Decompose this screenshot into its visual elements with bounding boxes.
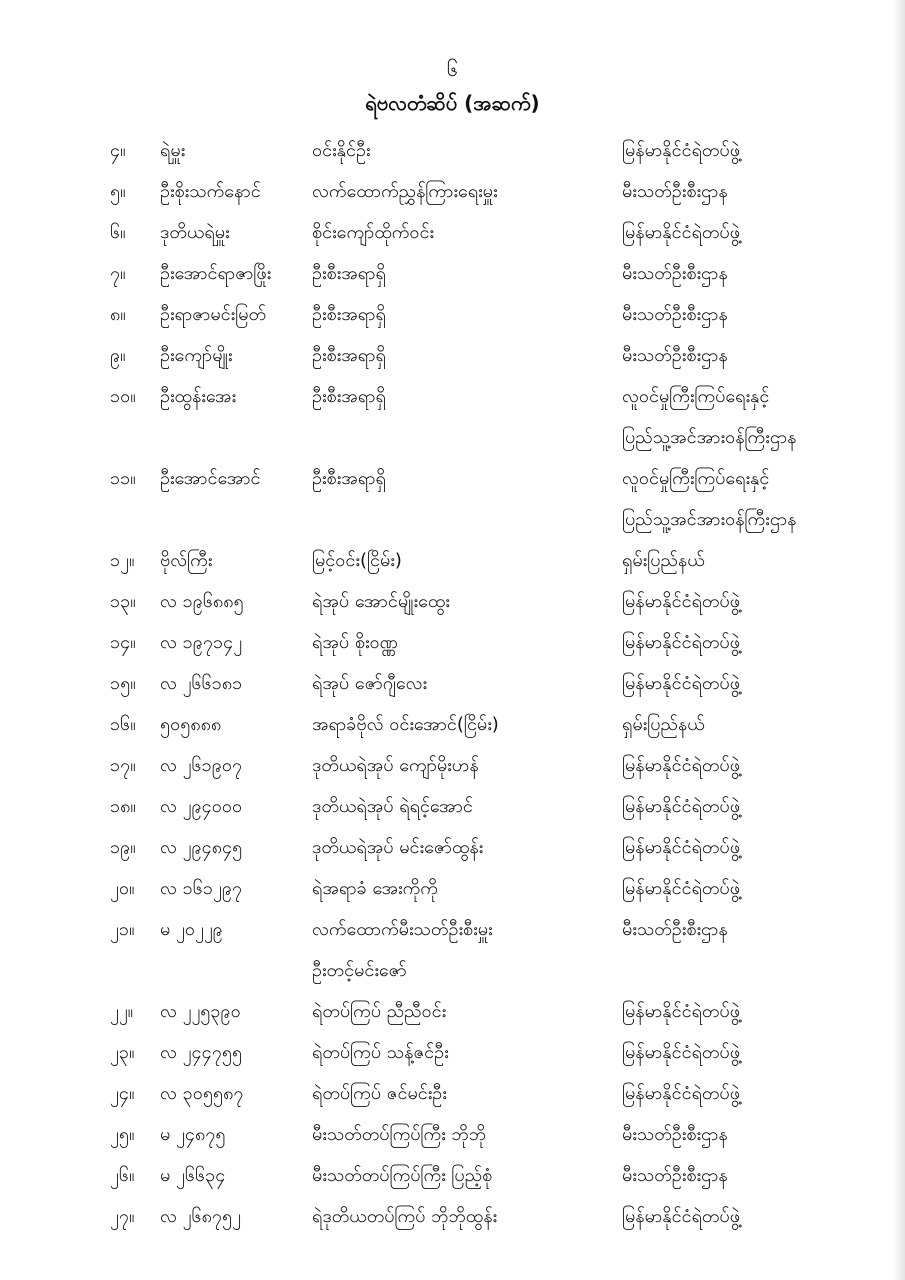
list-row (0, 745, 905, 786)
row-department: မြန်မာနိုင်ငံရဲတပ်ဖွဲ့ (622, 632, 740, 653)
row-department: မြန်မာနိုင်ငံရဲတပ်ဖွဲ့ (622, 1083, 740, 1104)
page-number: ၆ (446, 57, 459, 81)
row-name: လ ၂၆၈၇၅၂ (160, 1206, 241, 1227)
row-position: အရာခံဗိုလ် ဝင်းအောင်(ငြိမ်း) (312, 714, 499, 735)
row-name: လ ၂၉၄၈၄၅ (160, 837, 243, 858)
row-number: ၉။ (110, 345, 126, 366)
row-position: ဝင်းနိုင်ဦး (312, 140, 371, 161)
row-position: မီးသတ်တပ်ကြပ်ကြီး ပြည့်စုံ (312, 1165, 493, 1186)
row-department: ရှမ်းပြည်နယ် (622, 714, 705, 735)
row-department: မြန်မာနိုင်ငံရဲတပ်ဖွဲ့ (622, 1206, 740, 1227)
row-department: မြန်မာနိုင်ငံရဲတပ်ဖွဲ့ (622, 796, 740, 817)
list-row (0, 663, 905, 704)
row-department: မြန်မာနိုင်ငံရဲတပ်ဖွဲ့ (622, 878, 740, 899)
row-name: ဦးထွန်းအေး (160, 386, 237, 407)
row-number: ၁၂။ (110, 550, 135, 571)
row-number: ၁၃။ (110, 591, 136, 612)
row-position: ရဲတပ်ကြပ် ညီညီဝင်း (312, 1001, 447, 1022)
row-name: မ ၂၀၂၂၉ (160, 919, 223, 940)
row-department: လူဝင်မှုကြီးကြပ်ရေးနှင့် (622, 386, 770, 407)
list-row (0, 868, 905, 909)
row-number: ၂၅။ (110, 1124, 135, 1145)
row-number: ၈။ (110, 304, 126, 325)
row-number: ၁၅။ (110, 673, 136, 694)
row-department: လူဝင်မှုကြီးကြပ်ရေးနှင့် (622, 468, 770, 489)
row-department: မီးသတ်ဦးစီးဌာန (622, 1124, 728, 1145)
award-list (0, 130, 905, 1237)
row-name: လ ၂၉၄၀၀၀ (160, 796, 243, 817)
row-department: မီးသတ်ဦးစီးဌာန (622, 1165, 728, 1186)
list-row (0, 335, 905, 376)
row-number: ၆။ (110, 222, 126, 243)
row-position: မီးသတ်တပ်ကြပ်ကြီး ဘိုဘို (312, 1124, 487, 1145)
list-row (0, 130, 905, 171)
row-name: မ ၂၄၈၇၅ (160, 1124, 226, 1145)
list-row (0, 294, 905, 335)
row-number: ၁၉။ (110, 837, 136, 858)
list-row (0, 540, 905, 581)
row-department: မြန်မာနိုင်ငံရဲတပ်ဖွဲ့ (622, 837, 740, 858)
list-row (0, 212, 905, 253)
list-row (0, 1114, 905, 1155)
row-department: မီးသတ်ဦးစီးဌာန (622, 304, 728, 325)
row-name: ဦးရာဇာမင်းမြတ် (160, 304, 267, 325)
row-position: ဦးစီးအရာရှိ (312, 345, 386, 366)
row-department: မြန်မာနိုင်ငံရဲတပ်ဖွဲ့ (622, 1042, 740, 1063)
row-position-line2: ဦးတင့်မင်းဇော် (312, 960, 407, 981)
row-name: ရဲမှူး (160, 140, 186, 161)
row-position: မြင့်ဝင်း(ငြိမ်း) (312, 550, 402, 571)
list-row (0, 1032, 905, 1073)
row-position: ရဲတပ်ကြပ် သန့်ဇင်ဦး (312, 1042, 449, 1063)
row-name: ဦးအောင်အောင် (160, 468, 261, 489)
row-position: လက်ထောက်မီးသတ်ဦးစီးမှူး (312, 919, 493, 940)
row-position: ရဲတပ်ကြပ် ဇင်မင်းဦး (312, 1083, 447, 1104)
row-number: ၁၀။ (110, 386, 136, 407)
row-position: ရဲဒုတိယတပ်ကြပ် ဘိုဘိုထွန်း (312, 1206, 498, 1227)
row-position: ဒုတိယရဲအုပ် ရဲရင့်အောင် (312, 796, 473, 817)
list-row (0, 704, 905, 745)
row-name: လ ၂၆၁၉၀၇ (160, 755, 243, 776)
row-position: လက်ထောက်ညွှန်ကြားရေးမှူး (312, 181, 498, 202)
row-position: ရဲအုပ် စိုးဝဏ္ဏ (312, 632, 398, 653)
row-position: ဒုတိယရဲအုပ် ကျော်မိုးဟန် (312, 755, 479, 776)
row-department: မီးသတ်ဦးစီးဌာန (622, 181, 728, 202)
row-position: ရဲအုပ် အောင်မျိုးထွေး (312, 591, 450, 612)
row-department-line2: ပြည်သူ့အင်အားဝန်ကြီးဌာန (622, 427, 797, 448)
row-name: မ ၂၆၆၃၄ (160, 1165, 226, 1186)
row-department: မြန်မာနိုင်ငံရဲတပ်ဖွဲ့ (622, 140, 740, 161)
row-department: မြန်မာနိုင်ငံရဲတပ်ဖွဲ့ (622, 1001, 740, 1022)
row-department: မြန်မာနိုင်ငံရဲတပ်ဖွဲ့ (622, 755, 740, 776)
row-number: ၁၇။ (110, 755, 136, 776)
row-number: ၂၇။ (110, 1206, 135, 1227)
row-number: ၁၁။ (110, 468, 136, 489)
row-position: ဦးစီးအရာရှိ (312, 386, 386, 407)
row-number: ၂၃။ (110, 1042, 135, 1063)
row-number: ၁၄။ (110, 632, 136, 653)
row-number: ၂၆။ (110, 1165, 135, 1186)
row-name: ဒုတိယရဲမှူး (160, 222, 230, 243)
list-row (0, 1155, 905, 1196)
row-number: ၂၄။ (110, 1083, 135, 1104)
row-position: ရဲအုပ် ဇော်ဂျီလေး (312, 673, 428, 694)
row-name: လ ၂၆၆၁၈၁ (160, 673, 243, 694)
row-name: လ ၃၀၅၅၈၇ (160, 1083, 244, 1104)
page-title: ရဲဗလတံဆိပ် (အဆက်) (365, 91, 540, 115)
row-position: ဦးစီးအရာရှိ (312, 468, 386, 489)
row-number: ၂၂။ (110, 1001, 134, 1022)
list-row (0, 991, 905, 1032)
row-department: မြန်မာနိုင်ငံရဲတပ်ဖွဲ့ (622, 222, 740, 243)
row-department-line2: ပြည်သူ့အင်အားဝန်ကြီးဌာန (622, 509, 797, 530)
row-department: ရှမ်းပြည်နယ် (622, 550, 705, 571)
row-department: မြန်မာနိုင်ငံရဲတပ်ဖွဲ့ (622, 591, 740, 612)
row-position: စိုင်းကျော်ထိုက်ဝင်း (312, 222, 434, 243)
row-department: မီးသတ်ဦးစီးဌာန (622, 919, 728, 940)
row-department: မီးသတ်ဦးစီးဌာန (622, 263, 728, 284)
row-number: ၅။ (110, 181, 126, 202)
row-number: ၁၈။ (110, 796, 136, 817)
list-row (0, 1196, 905, 1237)
row-name: ၅၀၅၈၈၈ (160, 714, 222, 735)
row-name: ဦးကျော်မျိုး (160, 345, 233, 366)
list-row (0, 909, 905, 991)
row-department: မြန်မာနိုင်ငံရဲတပ်ဖွဲ့ (622, 673, 740, 694)
row-number: ၂၀။ (110, 878, 135, 899)
row-number: ၁၆။ (110, 714, 136, 735)
row-position: ရဲအရာခံ အေးကိုကို (312, 878, 438, 899)
row-name: ဦးစိုးသက်နောင် (160, 181, 261, 202)
row-name: လ ၁၉၇၁၄၂ (160, 632, 243, 653)
row-name: လ ၂၂၅၃၉၀ (160, 1001, 241, 1022)
list-row (0, 622, 905, 663)
list-row (0, 581, 905, 622)
row-name: လ ၁၉၆၈၈၅ (160, 591, 244, 612)
list-row (0, 786, 905, 827)
list-row (0, 171, 905, 212)
row-department: မီးသတ်ဦးစီးဌာန (622, 345, 728, 366)
row-name: ဦးအောင်ရာဇာဖြိုး (160, 263, 272, 284)
list-row (0, 376, 905, 458)
row-position: ဦးစီးအရာရှိ (312, 304, 386, 325)
row-number: ၄။ (110, 140, 126, 161)
list-row (0, 253, 905, 294)
row-name: ဗိုလ်ကြီး (160, 550, 213, 571)
row-name: လ ၂၄၄၇၅၅ (160, 1042, 243, 1063)
row-position: ဦးစီးအရာရှိ (312, 263, 386, 284)
list-row (0, 1073, 905, 1114)
row-name: လ ၁၆၁၂၉၇ (160, 878, 243, 899)
row-number: ၇။ (110, 263, 126, 284)
list-row (0, 458, 905, 540)
row-position: ဒုတိယရဲအုပ် မင်းဇော်ထွန်း (312, 837, 484, 858)
row-number: ၂၁။ (110, 919, 135, 940)
list-row (0, 827, 905, 868)
